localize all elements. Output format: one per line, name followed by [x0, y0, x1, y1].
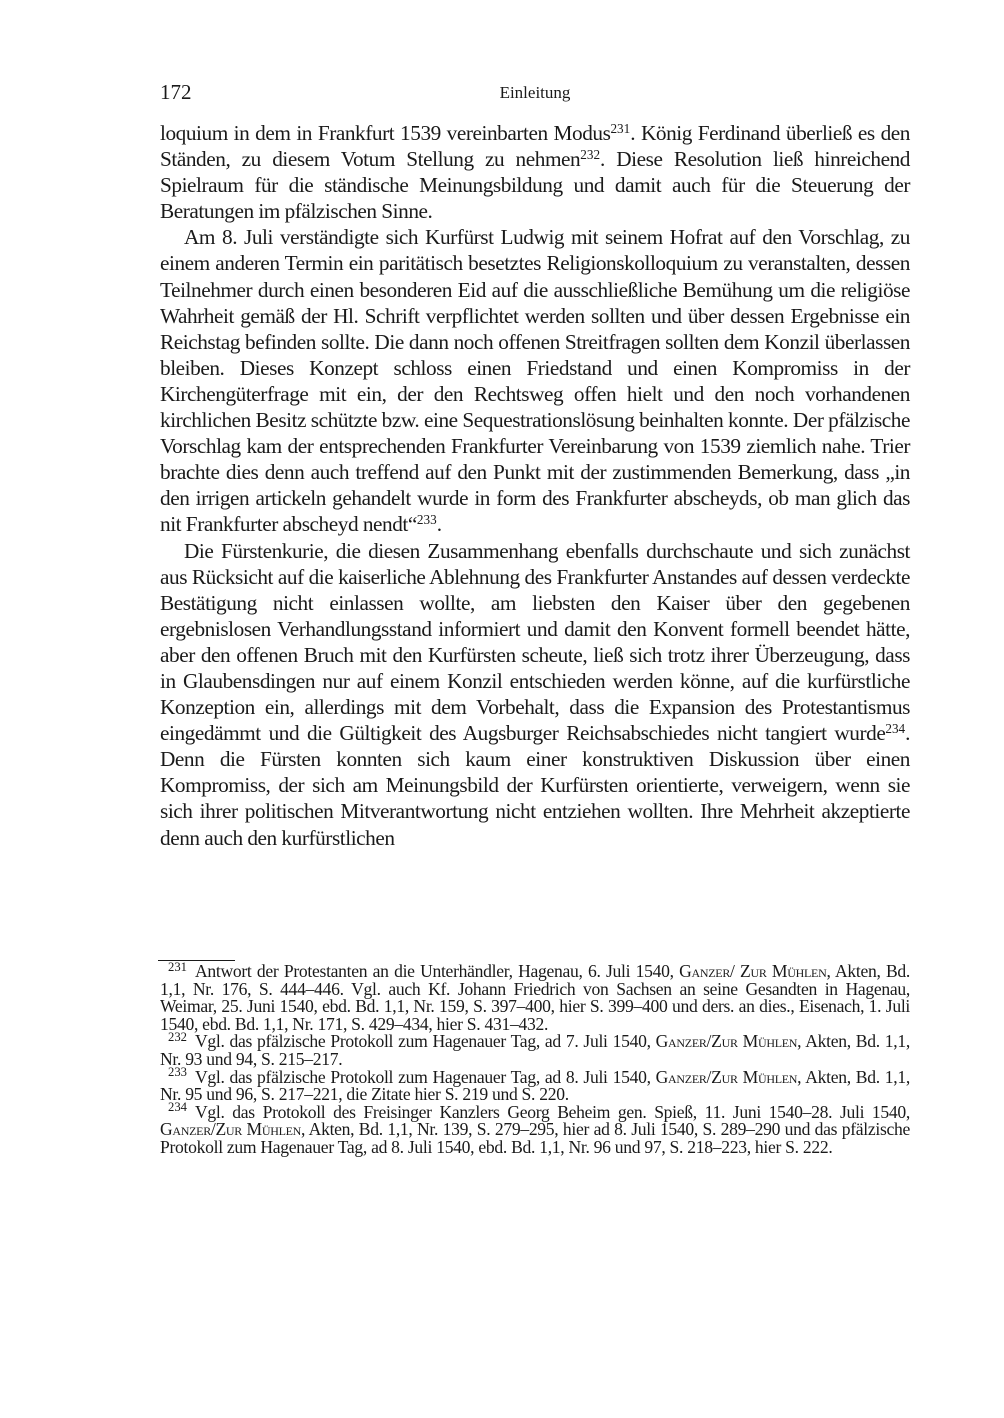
footnote-number: 231 — [168, 959, 187, 974]
text-run: Vgl. das Protokoll des Freisinger Kanzlers Georg Beheim gen. Spieß, 11. Juni 1540–28. Juli 1540, — [194, 1101, 910, 1122]
text-run: , Akten, Bd. 1,1, Nr. 139, S. 279–295, hier ad 8. Juli 1540, S. 289–290 und das pfälzische Protokoll zum Hagenauer Tag, ad 8. Juli 1540, ebd. Bd. 1,1, Nr. 96 und 97, S. 218–223, hier S. 222. — [160, 1119, 911, 1157]
footnote-number: 233 — [168, 1065, 187, 1080]
text-run: . Diese Resolution ließ hinreichend Spielraum für die ständische Meinungsbildung und damit auch für die Steuerung der Beratungen im pfälzischen Sinne. — [160, 147, 911, 224]
page-number: 172 — [160, 80, 192, 104]
text-run: . König Ferdinand überließ es den Ständen, zu diesem Votum Stellung zu nehmen — [160, 121, 910, 172]
footnote-reference[interactable]: 231 — [610, 120, 631, 136]
author-name: Ganzer/ Zur Mühlen — [679, 961, 827, 981]
footnote-232 — [160, 1030, 910, 1069]
footnote-reference[interactable]: 232 — [580, 146, 601, 162]
body-text — [160, 120, 910, 851]
author-name: Ganzer/Zur Mühlen — [655, 1031, 798, 1052]
text-run: . — [436, 512, 442, 537]
text-run: , Akten, Bd. 1,1, Nr. 176, S. 444–446. Vgl. auch Kf. Johann Friedrich von Sachsen an seine Gesandten in Hagenau, Weimar, 25. Juni 1540, ebd. Bd. 1,1, Nr. 159, S. 397–400, hier S. 399–400 und ders. an dies., Eisenach, 1. Juli 1540, ebd. Bd. 1,1, Nr. 171, S. 429–434, hier S. 431–432. — [160, 961, 911, 1034]
text-run: Vgl. das pfälzische Protokoll zum Hagenauer Tag, ad 7. Juli 1540, — [194, 1031, 656, 1052]
text-run: , Akten, Bd. 1,1, Nr. 95 und 96, S. 217–221, die Zitate hier S. 219 und S. 220. — [160, 1066, 910, 1105]
footnotes — [160, 959, 911, 1157]
footnote-233 — [160, 1065, 910, 1105]
author-name: Ganzer/Zur Mühlen — [160, 1119, 302, 1140]
text-run: , Akten, Bd. 1,1, Nr. 93 und 94, S. 215–217. — [160, 1031, 910, 1069]
text-run: loquium in dem in Frankfurt 1539 vereinbarten Modus — [160, 121, 611, 145]
paragraph — [160, 120, 910, 224]
footnote-number: 232 — [168, 1030, 187, 1045]
footnote-234 — [160, 1100, 911, 1157]
text-run: . Denn die Fürsten konnten sich kaum einer konstruktiven Diskussion über einen Kompromiss, der sich am Meinungsbild der Kurfürsten orientierte, verweigern, wenn sie sich ihrer politischen Mitverantwortung nicht entziehen wollten. Ihre Mehrheit akzeptierte denn auch den kurfürstlichen — [160, 721, 910, 850]
footnote-number: 234 — [168, 1100, 187, 1115]
footnote-reference[interactable]: 234 — [885, 720, 906, 736]
text-run: Am 8. Juli verständigte sich Kurfürst Ludwig mit seinem Hofrat auf den Vorschlag, zu einem anderen Termin ein paritätisch besetztes Religionskolloquium zu veranstalten, dessen Teilnehmer durch einen besonderen Eid auf die ausschließliche Bemühung um die religiöse Wahrheit gemäß der Hl. Schrift verpflichtet werden sollten und über dessen Ergebnisse ein Reichstag befinden sollte. Die dann noch offenen Streitfragen sollten dem Konzil überlassen bleiben. Dieses Konzept schloss einen Friedstand und einen Kompromiss in der Kirchengüterfrage mit ein, der den Rechtsweg offen hielt und den noch vorhandenen kirchlichen Besitz schützte bzw. eine Sequestrationslösung beinhalten konnte. Der pfälzische Vorschlag kam der entsprechenden Frankfurter Vereinbarung von 1539 ziemlich nahe. Trier brachte dies denn auch treffend auf den Punkt mit der zustimmenden Bemerkung, dass „in den irrigen artickeln gehandelt wurde in form des Frankfurter abscheyds, ob man glich das nit Frankfurter abscheyd nendt“ — [160, 225, 910, 537]
paragraph — [160, 224, 910, 537]
text-run: Antwort der Protestanten an die Unterhändler, Hagenau, 6. Juli 1540, — [194, 961, 680, 981]
text-run: Vgl. das pfälzische Protokoll zum Hagenauer Tag, ad 8. Juli 1540, — [194, 1066, 656, 1087]
author-name: Ganzer/Zur Mühlen — [655, 1066, 798, 1087]
text-run: Die Fürstenkurie, die diesen Zusammenhang ebenfalls durchschaute und sich zunächst aus Rücksicht auf die kaiserliche Ablehnung des Frankfurter Anstandes auf dessen verdeckte Bestätigung nicht einlassen wollte, am liebsten den Kaiser über den gegebenen ergebnislosen Verhandlungsstand informiert und damit den Konvent formell beendet hätte, aber den offenen Bruch mit den Kurfürsten scheute, ließ sich trotz ihrer Überzeugung, dass in Glaubensdingen nur auf einem Konzil entschieden werden könne, auf die kurfürstliche Konzeption ein, allerdings mit dem Vorbehalt, dass die Expansion des Protestantismus eingedämmt und die Gültigkeit des Augsburger Reichsabschiedes nicht tangiert wurde — [160, 538, 910, 746]
running-head — [160, 80, 910, 106]
paragraph — [160, 538, 910, 851]
running-title: Einleitung — [499, 83, 571, 102]
footnote-reference[interactable]: 233 — [416, 512, 437, 528]
footnote-231 — [160, 959, 911, 1034]
